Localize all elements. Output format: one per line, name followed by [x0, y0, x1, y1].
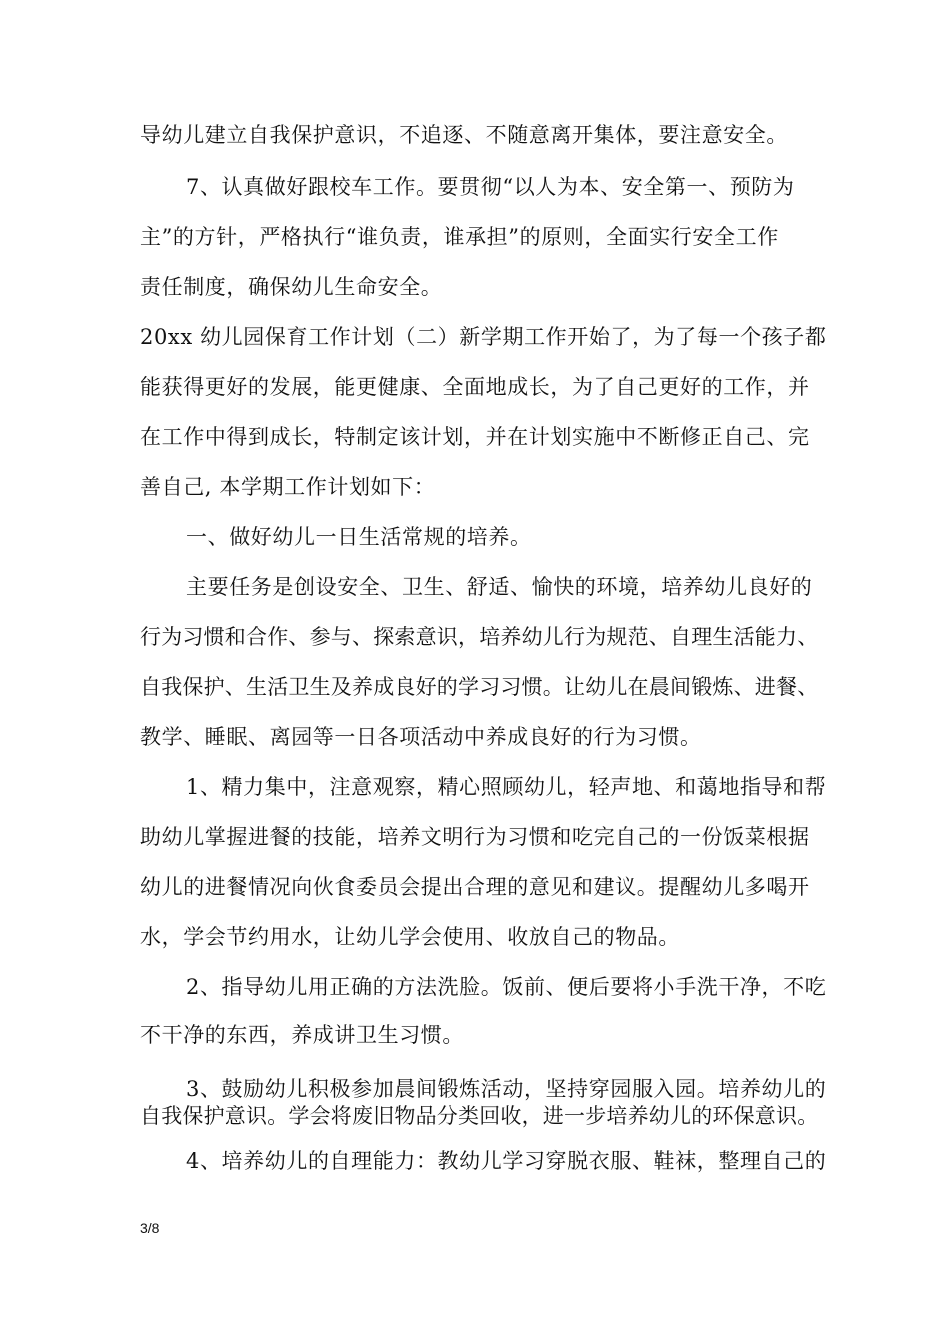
text-line: 责任制度，确保幼儿生命安全。 [140, 275, 443, 299]
section-heading: 一、做好幼儿一日生活常规的培养。 [186, 525, 532, 549]
text-line: 行为习惯和合作、参与、探索意识，培养幼儿行为规范、自理生活能力、 [140, 625, 819, 649]
text-line: 善自己, 本学期工作计划如下： [140, 475, 436, 499]
text-line: 2、指导幼儿用正确的方法洗脸。饭前、便后要将小手洗干净，不吃 [186, 975, 827, 999]
text-line: 在工作中得到成长，特制定该计划，并在计划实施中不断修正自己、完 [140, 425, 810, 449]
text-line: 20xx 幼儿园保育工作计划（二）新学期工作开始了，为了每一个孩子都 [140, 325, 827, 349]
text-line: 7、认真做好跟校车工作。要贯彻“以人为本、安全第一、预防为 [186, 175, 795, 199]
text-line: 能获得更好的发展，能更健康、全面地成长，为了自己更好的工作，并 [140, 375, 810, 399]
text-line: 1、精力集中，注意观察，精心照顾幼儿，轻声地、和蔼地指导和帮 [186, 775, 827, 799]
text-line: 不干净的东西，养成讲卫生习惯。 [140, 1023, 464, 1047]
text-line: 水，学会节约用水，让幼儿学会使用、收放自己的物品。 [140, 925, 680, 949]
text-line: 主要任务是创设安全、卫生、舒适、愉快的环境，培养幼儿良好的 [186, 575, 813, 599]
text-line: 自我保护、生活卫生及养成良好的学习习惯。让幼儿在晨间锻炼、进餐、 [140, 675, 819, 699]
text-line: 4、培养幼儿的自理能力：教幼儿学习穿脱衣服、鞋袜，整理自己的 [186, 1149, 827, 1173]
text-line: 幼儿的进餐情况向伙食委员会提出合理的意见和建议。提醒幼儿多喝开 [140, 875, 810, 899]
text-line: 3、鼓励幼儿积极参加晨间锻炼活动，坚持穿园服入园。培养幼儿的 [186, 1077, 827, 1101]
text-line: 自我保护意识。学会将废旧物品分类回收，进一步培养幼儿的环保意识。 [140, 1104, 819, 1128]
text-line: 主”的方针，严格执行“谁负责，谁承担”的原则，全面实行安全工作 [140, 225, 779, 249]
page-number: 3/8 [140, 1220, 160, 1236]
text-line: 教学、睡眠、离园等一日各项活动中养成良好的行为习惯。 [140, 725, 702, 749]
text-line: 导幼儿建立自我保护意识，不追逐、不随意离开集体，要注意安全。 [140, 123, 788, 147]
text-line: 助幼儿掌握进餐的技能，培养文明行为习惯和吃完自己的一份饭菜根据 [140, 825, 810, 849]
